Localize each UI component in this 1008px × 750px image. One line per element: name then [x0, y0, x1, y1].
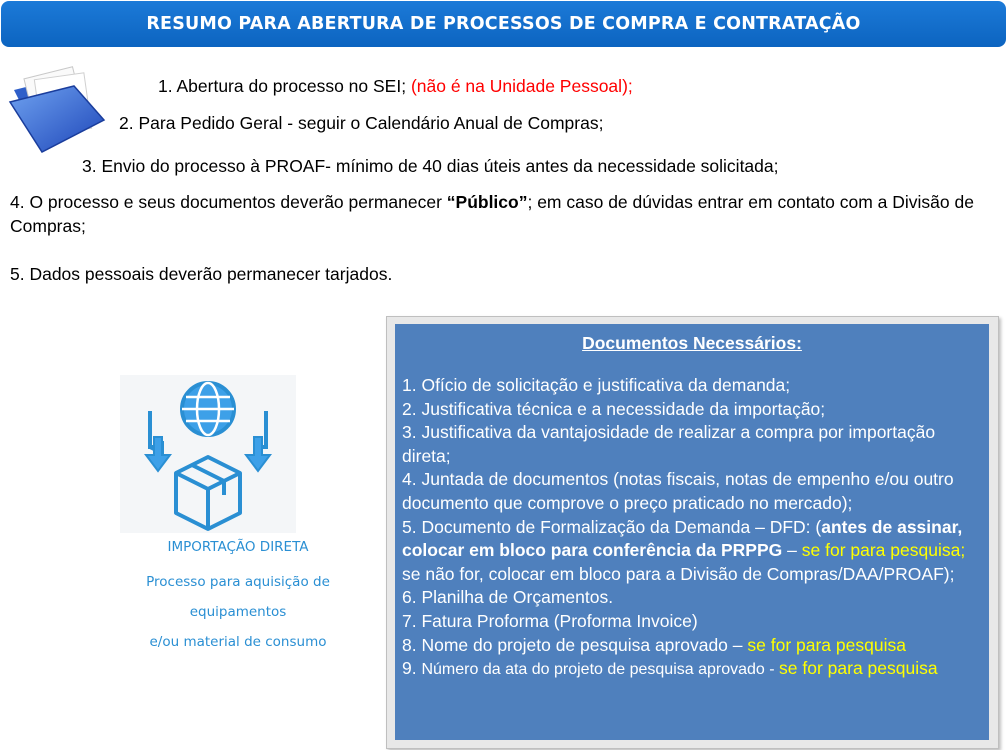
document-item-8-text: 8. Nome do projeto de pesquisa aprovado –	[402, 634, 748, 655]
document-item-8-highlight: se for para pesquisa	[747, 634, 906, 655]
document-item-5-bold: antes de assinar, colocar em bloco para conferência da PRPPG	[402, 516, 963, 561]
import-subtitle-line-1: Processo para aquisição de equipamentos	[146, 574, 330, 620]
step-5: 5. Dados pessoais deverão permanecer tarjados.	[10, 264, 393, 284]
step-4	[10, 190, 995, 238]
documents-panel-body	[395, 324, 989, 740]
document-item-7: 7. Fatura Proforma (Proforma Invoice)	[402, 610, 698, 631]
documents-panel	[386, 316, 999, 749]
document-item-5-dash: –	[782, 540, 802, 561]
documents-list	[402, 374, 986, 682]
document-item-5-text: 5. Documento de Formalização da Demanda – DFD: (	[402, 516, 822, 537]
document-item-9-number: 9.	[402, 658, 422, 679]
document-item-4: 4. Juntada de documentos (notas fiscais, notas de empenho e/ou outro documento que comprove o preço praticado no mercado);	[402, 469, 954, 513]
document-item-2: 2. Justificativa técnica e a necessidade da importação;	[402, 398, 826, 419]
step-4-text: 4. O processo e seus documentos deverão permanecer	[10, 192, 447, 212]
document-item-9	[402, 657, 986, 682]
step-1-note: não é na Unidade Pessoal	[416, 76, 623, 96]
step-1-paren-close: );	[622, 76, 633, 96]
document-item-9-text: Número da ata do projeto de pesquisa aprovado -	[421, 661, 780, 679]
document-item-5-highlight: se for para pesquisa;	[801, 540, 966, 561]
import-subtitle	[100, 567, 376, 657]
import-subtitle-line-2: e/ou material de consumo	[149, 634, 327, 650]
step-1-paren-open: (	[410, 76, 417, 96]
documents-title: Documentos Necessários:	[582, 333, 802, 353]
import-direct-card	[100, 375, 375, 650]
step-1-text: 1. Abertura do processo no SEI;	[158, 76, 411, 96]
document-item-5-text-end: se não for, colocar em bloco para a Divisão de Compras/DAA/PROAF);	[402, 563, 955, 584]
document-item-5	[402, 516, 986, 587]
page-title-banner: RESUMO PARA ABERTURA DE PROCESSOS DE COMPRA E CONTRATAÇÃO	[1, 1, 1006, 47]
document-item-6: 6. Planilha de Orçamentos.	[402, 587, 614, 608]
globe-download-box-icon	[120, 375, 296, 533]
document-item-8	[402, 634, 986, 658]
step-3: 3. Envio do processo à PROAF- mínimo de 40 dias úteis antes da necessidade solicitada;	[82, 156, 779, 176]
open-folder-icon	[8, 66, 108, 156]
step-2: 2. Para Pedido Geral - seguir o Calendário Anual de Compras;	[119, 113, 604, 133]
document-item-3: 3. Justificativa da vantajosidade de realizar a compra por importação direta;	[402, 422, 936, 466]
import-title: IMPORTAÇÃO DIRETA	[167, 539, 309, 555]
document-item-1: 1. Ofício de solicitação e justificativa da demanda;	[402, 375, 791, 395]
document-item-9-highlight: se for para pesquisa	[779, 658, 938, 679]
step-1	[158, 75, 633, 97]
step-4-bold: “Público”	[446, 192, 528, 212]
step-4-text-end: ; em caso de dúvidas entrar em contato com a Divisão de Compras;	[10, 192, 974, 236]
